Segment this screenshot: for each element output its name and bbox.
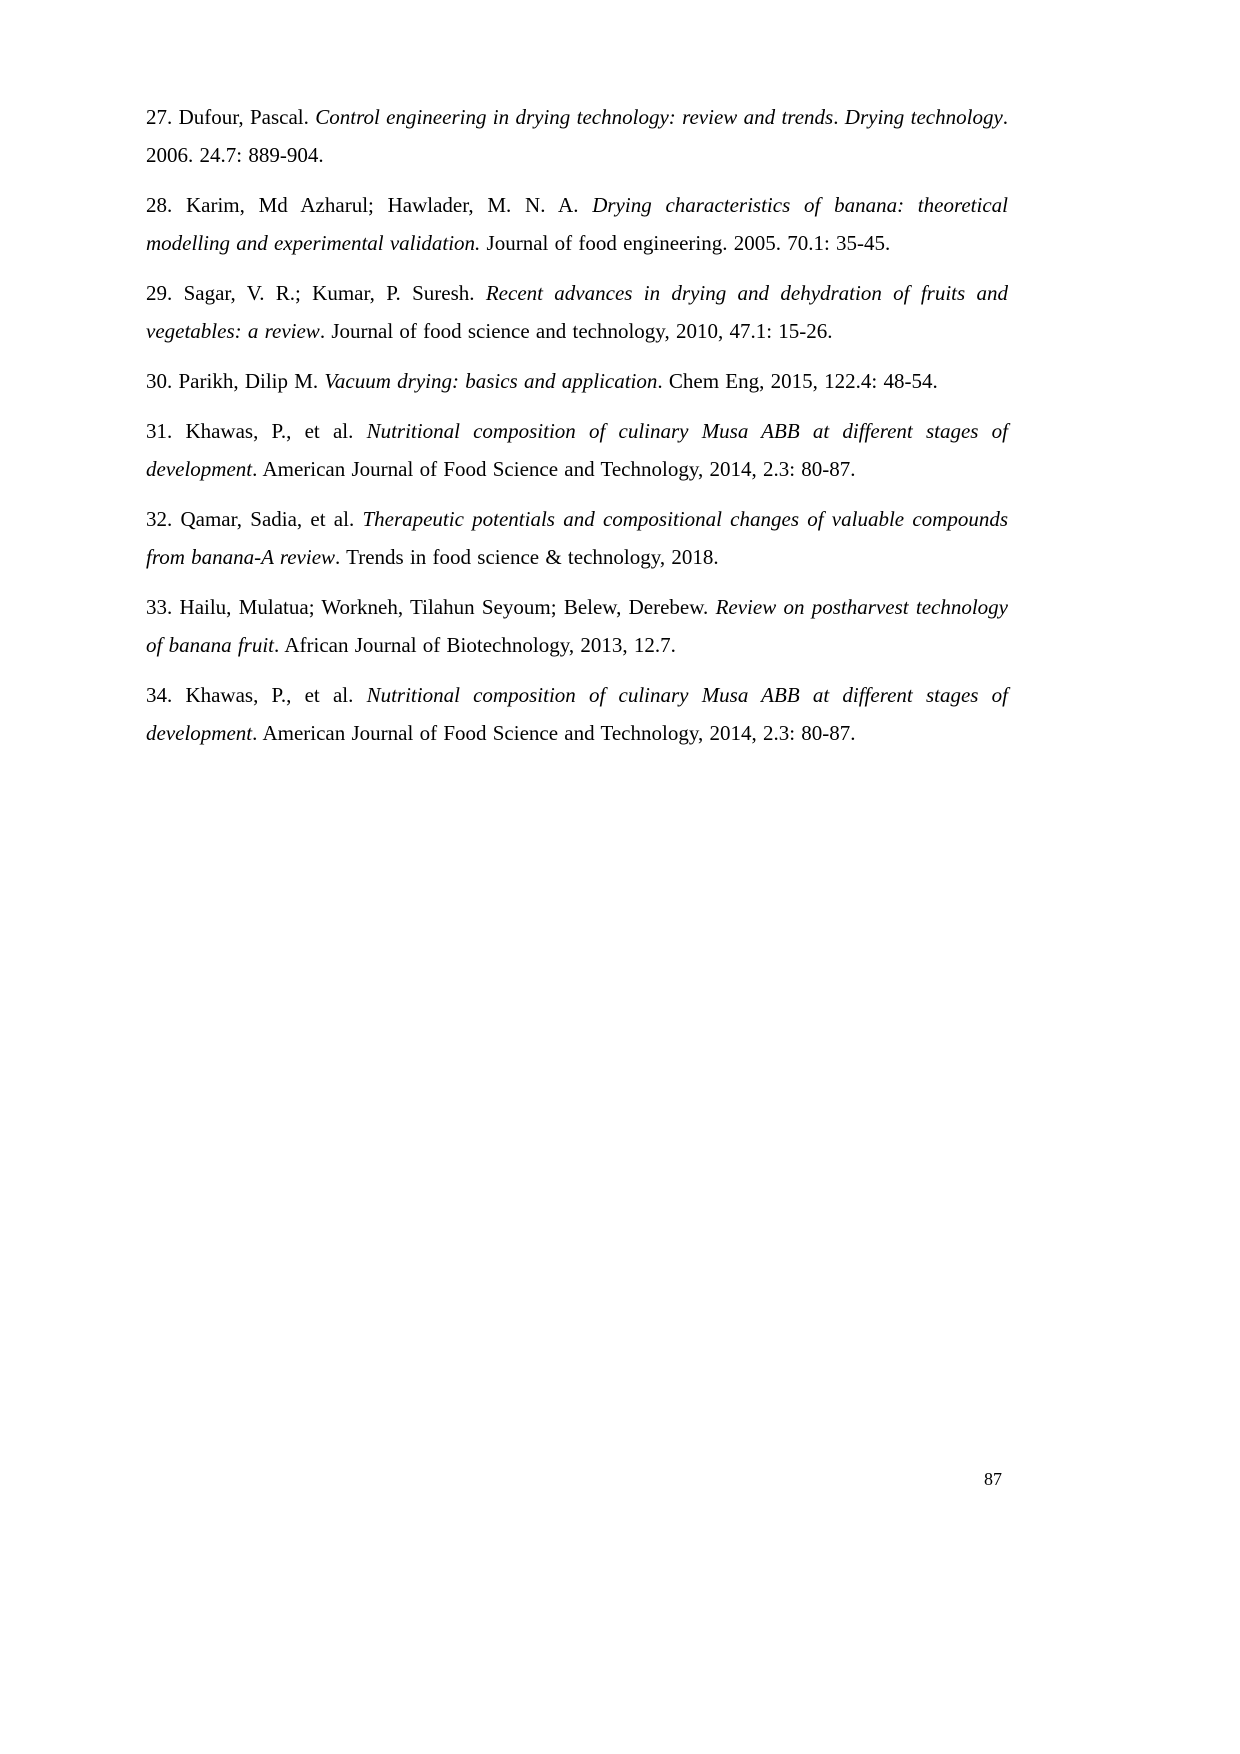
reference-text-segment: Journal of food engineering. 2005. 70.1: 35-45.	[480, 231, 891, 255]
reference-title-segment: Therapeutic potentials and compositional changes of valuable compounds from banana-A review	[146, 507, 1008, 569]
reference-text-segment: . American Journal of Food Science and Technology, 2014, 2.3: 80-87.	[252, 721, 856, 745]
reference-title-segment: Recent advances in drying and dehydration of fruits and vegetables: a review	[146, 281, 1008, 343]
reference-title-segment: Vacuum drying: basics and application	[324, 369, 658, 393]
reference-item	[146, 412, 1008, 488]
reference-item	[146, 676, 1008, 752]
references-list	[146, 98, 1008, 764]
reference-text-segment: 31. Khawas, P., et al.	[146, 419, 367, 443]
reference-title-segment: Nutritional composition of culinary Musa ABB at different stages of development	[146, 419, 1008, 481]
reference-title-segment: Control engineering in drying technology: review and trends	[315, 105, 834, 129]
reference-title-segment: Review on postharvest technology of banana fruit	[146, 595, 1008, 657]
reference-text-segment: 32. Qamar, Sadia, et al.	[146, 507, 363, 531]
reference-item	[146, 186, 1008, 262]
reference-text-segment: 34. Khawas, P., et al.	[146, 683, 367, 707]
reference-title-segment: Drying characteristics of banana: theoretical modelling and experimental validation.	[146, 193, 1008, 255]
reference-text-segment: . African Journal of Biotechnology, 2013, 12.7.	[274, 633, 676, 657]
reference-text-segment: . American Journal of Food Science and Technology, 2014, 2.3: 80-87.	[252, 457, 856, 481]
reference-text-segment: 27. Dufour, Pascal.	[146, 105, 316, 129]
reference-item	[146, 274, 1008, 350]
reference-text-segment: . Trends in food science & technology, 2018.	[335, 545, 719, 569]
reference-item	[146, 362, 1008, 400]
reference-text-segment: 28. Karim, Md Azharul; Hawlader, M. N. A.	[146, 193, 593, 217]
reference-title-segment: Nutritional composition of culinary Musa ABB at different stages of development	[146, 683, 1008, 745]
reference-item	[146, 588, 1008, 664]
reference-title-segment: Drying technology	[844, 105, 1003, 129]
reference-text-segment: 29. Sagar, V. R.; Kumar, P. Suresh.	[146, 281, 486, 305]
reference-text-segment: 30. Parikh, Dilip M.	[146, 369, 325, 393]
reference-text-segment: .	[833, 105, 845, 129]
reference-item	[146, 500, 1008, 576]
reference-text-segment: 33. Hailu, Mulatua; Workneh, Tilahun Seyoum; Belew, Derebew.	[146, 595, 716, 619]
reference-item	[146, 98, 1008, 174]
reference-text-segment: . Journal of food science and technology, 2010, 47.1: 15-26.	[319, 319, 833, 343]
reference-text-segment: . 2006. 24.7: 889-904.	[146, 105, 1009, 167]
page-number: 87	[984, 1469, 1002, 1489]
reference-text-segment: . Chem Eng, 2015, 122.4: 48-54.	[657, 369, 938, 393]
